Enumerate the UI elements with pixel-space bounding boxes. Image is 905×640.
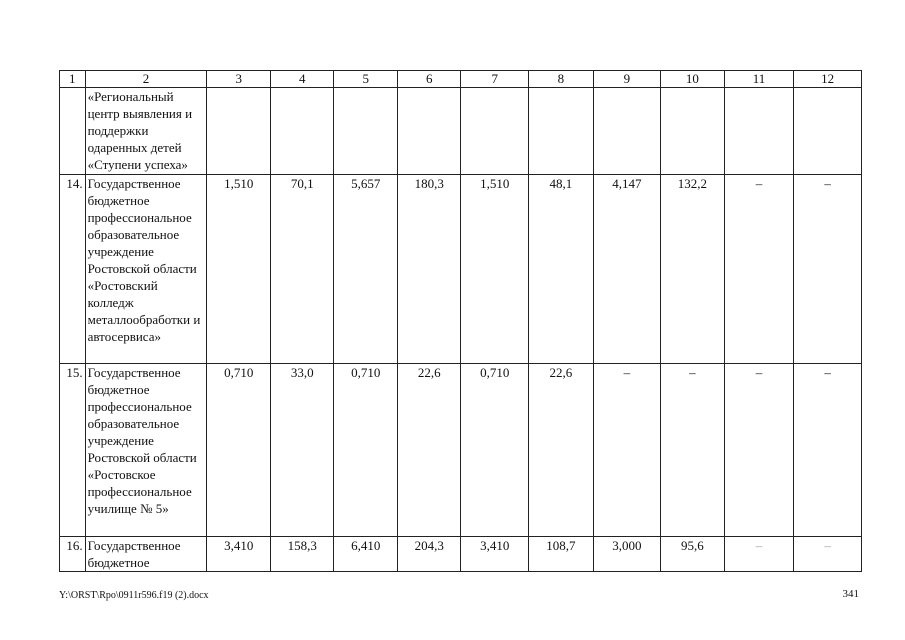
table-row — [60, 175, 862, 364]
table-cell: 22,6 — [529, 364, 594, 537]
institution-name: Государственное бюджетное — [85, 537, 207, 572]
table-row — [60, 88, 862, 175]
table-cell: 1,510 — [461, 175, 529, 364]
table-cell: – — [661, 364, 725, 537]
row-number — [60, 88, 86, 175]
table-cell: 3,410 — [207, 537, 271, 572]
table-cell — [724, 88, 794, 175]
column-header: 1 — [60, 71, 86, 88]
table-header-row — [60, 71, 862, 88]
table-cell: – — [794, 175, 862, 364]
row-number: 15. — [60, 364, 86, 537]
table-cell: – — [593, 364, 661, 537]
institution-name: «Региональный центр выявления и поддержки одаренных детей «Ступени успеха» — [85, 88, 207, 175]
column-header: 6 — [397, 71, 461, 88]
table-cell: 4,147 — [593, 175, 661, 364]
row-number: 14. — [60, 175, 86, 364]
table-cell — [397, 88, 461, 175]
table-cell: 3,000 — [593, 537, 661, 572]
table-cell: 108,7 — [529, 537, 594, 572]
table-cell — [334, 88, 398, 175]
table-cell: 48,1 — [529, 175, 594, 364]
column-header: 5 — [334, 71, 398, 88]
column-header: 11 — [724, 71, 794, 88]
table-cell — [529, 88, 594, 175]
table-cell: – — [724, 364, 794, 537]
table-cell: 70,1 — [270, 175, 334, 364]
column-header: 8 — [529, 71, 594, 88]
table-cell: 33,0 — [270, 364, 334, 537]
institution-name: Государственное бюджетное профессиональное образовательное учреждение Ростовской области «Ростовское профессиональное училище № 5» — [85, 364, 207, 537]
column-header: 3 — [207, 71, 271, 88]
table-cell — [207, 88, 271, 175]
table-row — [60, 537, 862, 572]
table-cell: – — [724, 175, 794, 364]
budget-table — [59, 70, 862, 572]
table-cell — [270, 88, 334, 175]
table-cell — [794, 88, 862, 175]
column-header: 12 — [794, 71, 862, 88]
column-header: 4 — [270, 71, 334, 88]
table-row — [60, 364, 862, 537]
table-cell: 3,410 — [461, 537, 529, 572]
column-header: 7 — [461, 71, 529, 88]
table-cell: 0,710 — [334, 364, 398, 537]
table-cell: 95,6 — [661, 537, 725, 572]
table-cell: 1,510 — [207, 175, 271, 364]
column-header: 2 — [85, 71, 207, 88]
column-header: 9 — [593, 71, 661, 88]
table-cell: 204,3 — [397, 537, 461, 572]
table-cell: 180,3 — [397, 175, 461, 364]
table-cell — [461, 88, 529, 175]
table-cell: 132,2 — [661, 175, 725, 364]
table-cell: 0,710 — [461, 364, 529, 537]
page-number: 341 — [842, 588, 859, 600]
table-cell — [661, 88, 725, 175]
table-cell: 5,657 — [334, 175, 398, 364]
table-cell: – — [794, 364, 862, 537]
table-cell: – — [794, 537, 862, 572]
document-file-path: Y:\ORST\Rpo\0911r596.f19 (2).docx — [59, 590, 209, 601]
row-number: 16. — [60, 537, 86, 572]
table-cell — [593, 88, 661, 175]
table-cell: 22,6 — [397, 364, 461, 537]
table-cell: 6,410 — [334, 537, 398, 572]
table-cell: 0,710 — [207, 364, 271, 537]
institution-name: Государственное бюджетное профессиональное образовательное учреждение Ростовской области «Ростовский колледж металлообработки и автосервиса» — [85, 175, 207, 364]
table-cell: – — [724, 537, 794, 572]
table-cell: 158,3 — [270, 537, 334, 572]
column-header: 10 — [661, 71, 725, 88]
